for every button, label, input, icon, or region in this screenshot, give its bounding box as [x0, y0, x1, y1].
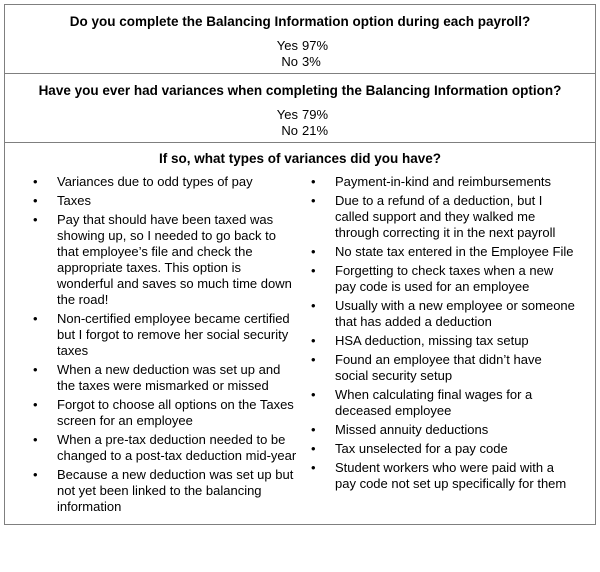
- answer-row: [5, 38, 595, 54]
- answer-label: No: [281, 54, 298, 69]
- question-1-answers: [5, 38, 595, 70]
- list-item: • Forgetting to check taxes when a new pay code is used for an employee: [305, 263, 575, 295]
- answer-label: No: [281, 123, 298, 138]
- answer-value: 21%: [302, 123, 329, 138]
- list-item: • Missed annuity deductions: [305, 422, 575, 438]
- survey-table: [4, 4, 596, 525]
- list-item: • Usually with a new employee or someone that has added a deduction: [305, 298, 575, 330]
- list-item: • Found an employee that didn’t have social security setup: [305, 352, 575, 384]
- list-item: • HSA deduction, missing tax setup: [305, 333, 575, 349]
- list-item: • Pay that should have been taxed was showing up, so I needed to go back to that employee’s file and check the appropriate taxes. This option is wonderful and saves so much time down the road!: [27, 212, 299, 308]
- list-item: • Variances due to odd types of pay: [27, 174, 299, 190]
- answer-label: Yes: [276, 107, 298, 122]
- variance-columns: [5, 174, 595, 518]
- list-item: • No state tax entered in the Employee File: [305, 244, 575, 260]
- answer-row: [5, 107, 595, 123]
- list-item: • Tax unselected for a pay code: [305, 441, 575, 457]
- answer-value: 97%: [302, 38, 329, 53]
- list-item: • Payment-in-kind and reimbursements: [305, 174, 575, 190]
- list-item: • Non-certified employee became certified but I forgot to remove her social security taxes: [27, 311, 299, 359]
- variance-list-right: [305, 174, 575, 518]
- list-item: • Because a new deduction was set up but not yet been linked to the balancing information: [27, 467, 299, 515]
- answer-row: [5, 123, 595, 139]
- question-1-text: Do you complete the Balancing Information option during each payroll?: [69, 14, 531, 29]
- question-2-text: Have you ever had variances when completing the Balancing Information option?: [38, 83, 562, 98]
- answer-row: [5, 54, 595, 70]
- question-2-answers: [5, 107, 595, 139]
- answer-value: 3%: [302, 54, 321, 69]
- question-2-section: [5, 74, 595, 143]
- question-3-section: [5, 143, 595, 524]
- variance-list-left: [27, 174, 299, 518]
- list-item: • When a pre-tax deduction needed to be changed to a post-tax deduction mid-year: [27, 432, 299, 464]
- question-3-text: If so, what types of variances did you have?: [158, 151, 442, 166]
- question-1-section: [5, 5, 595, 74]
- answer-value: 79%: [302, 107, 329, 122]
- list-item: • When calculating final wages for a deceased employee: [305, 387, 575, 419]
- list-item: • Student workers who were paid with a pay code not set up specifically for them: [305, 460, 575, 492]
- list-item: • Forgot to choose all options on the Taxes screen for an employee: [27, 397, 299, 429]
- list-item: • Due to a refund of a deduction, but I called support and they walked me through correcting it in the next payroll: [305, 193, 575, 241]
- list-item: • When a new deduction was set up and the taxes were mismarked or missed: [27, 362, 299, 394]
- list-item: • Taxes: [27, 193, 299, 209]
- answer-label: Yes: [276, 38, 298, 53]
